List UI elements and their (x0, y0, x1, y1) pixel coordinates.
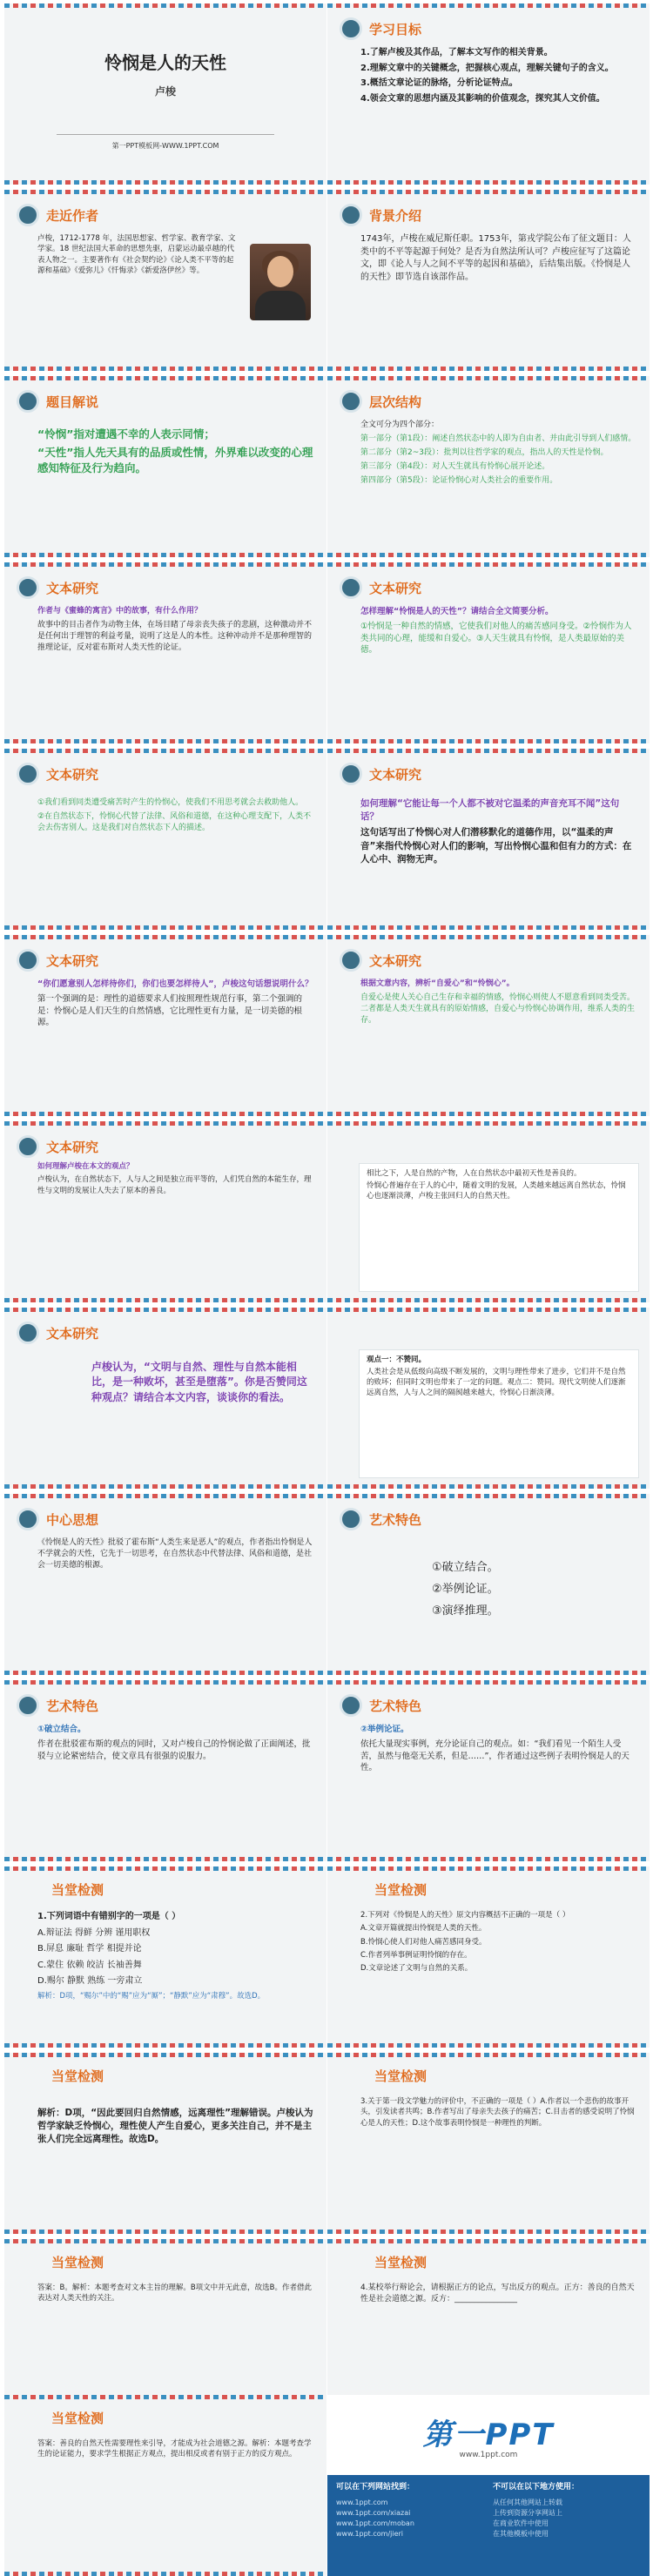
slide-feature-2[interactable] (327, 1680, 650, 1861)
center-text: 《怜悯是人的天性》批驳了霍布斯“人类生来是恶人”的观点，作者指出怜悯是人不学就会的天性，它先于一切思考，在自然状态中代替法律、风俗和道德，是社会一切美德的根源。 (37, 1538, 313, 1570)
answer-text: ①我们看到同类遭受痛苦时产生的怜悯心，使我们不用思考就会去救助他人。 (37, 798, 304, 807)
question-text: 2.下列对《怜悯是人的天性》原文内容概括不正确的一项是（ ） (360, 1911, 570, 1920)
slide-title: 文本研究 (46, 580, 99, 596)
cover-site: 第一PPT模板网-WWW.1PPT.COM (111, 142, 219, 150)
feature-text: 依托大量现实事例，充分论证自己的观点。如：“我们看见一个陌生人受苦，虽然与他毫无关系，但是……”，作者通过这些例子表明怜悯是人的天性。 (360, 1739, 629, 1773)
slide-study-10[interactable] (327, 1308, 650, 1489)
slide-title: 艺术特色 (46, 1698, 99, 1714)
answer-text: 这句话写出了怜悯心对人们潜移默化的道德作用，以“温柔的声音”来指代怜悯心对人们的影响，写出怜悯心温和但有力的方式：在人心中、润物无声。 (360, 827, 632, 864)
slide-title: 走近作者 (46, 207, 99, 224)
slide-features[interactable] (327, 1494, 650, 1675)
slide-title: 当堂检测 (374, 2255, 427, 2270)
feature-head: ②举例论证。 (360, 1725, 409, 1734)
option-c: C.作者列举事例证明怜悯的存在。 (360, 1950, 472, 1960)
slide-check-6[interactable] (327, 2239, 650, 2420)
structure-item: 第二部分（第2~3段）：批判以往哲学家的观点，指出人的天性是怜悯。 (360, 448, 609, 458)
question-text: 3.关于第一段文学魅力的评价中，不正确的一项是（ ）A.作者以一个悲伤的故事开头，引发读者共鸣；B.作者写出了母亲失去孩子的痛苦；C.目击者的感受说明了怜悯心是人的天性；D.这个故事表明怜悯是一种理性的判断。 (360, 2097, 635, 2128)
rule-item: 在商业软件中使用 (493, 2519, 549, 2527)
forbidden-column (493, 2482, 641, 2539)
question-text: 怎样理解“怜悯是人的天性”？请结合全文简要分析。 (360, 607, 554, 616)
question-text: 如何理解卢梭在本文的观点？ (37, 1162, 134, 1171)
slide-check-1[interactable] (4, 1866, 326, 2048)
slide-title: 当堂检测 (51, 1882, 104, 1898)
question-text: 4.某校举行辩论会，请根据正方的论点，写出反方的观点。正方：善良的自然天性是社会道德之源。反方：________________ (360, 2283, 635, 2304)
goal-item: 1.了解卢梭及其作品，了解本文写作的相关背景。 (360, 48, 553, 57)
slide-study-6[interactable] (327, 935, 650, 1116)
slide-check-4[interactable] (327, 2053, 650, 2234)
card-text: 观点一：不赞同。 (367, 1355, 427, 1364)
answer-text: 故事中的目击者作为动物主体，在场目睹了母亲丧失孩子的悲剧，这种激动并不是任何出于理智的利益考量，说明了这是人的本性。这种冲动并不是那种理智的推理论证，反对霍布斯对人类天性的论证。 (37, 621, 313, 653)
slide-study-5[interactable] (4, 935, 326, 1116)
answer-text: ①怜悯是一种自然的情感，它使我们对他人的痛苦感同身受。②怜悯作为人类共同的心理，能缓和自爱心。③人天生就具有怜悯，是人类最原始的美德。 (360, 621, 632, 656)
logo-banner (327, 2395, 650, 2475)
structure-item: 第一部分（第1段）：阐述自然状态中的人即为自由者、并由此引导到人们感情。 (360, 434, 636, 444)
badge-icon (17, 390, 39, 413)
rule-item: 上传到资源分享网站上 (493, 2508, 562, 2517)
rule-item: 从任何其他网站上转载 (493, 2498, 562, 2506)
site-link[interactable]: www.1ppt.com/jieri (336, 2529, 404, 2538)
structure-item: 第三部分（第4段）：对人天生就具有怜悯心展开论述。 (360, 462, 550, 472)
feature-head: ①破立结合。 (37, 1725, 86, 1734)
site-link[interactable]: www.1ppt.com (336, 2498, 388, 2506)
badge-icon (340, 576, 362, 599)
slide-author[interactable] (4, 190, 326, 371)
badge-icon (340, 949, 362, 972)
slide-study-8[interactable] (327, 1121, 650, 1302)
slide-check-2[interactable] (327, 1866, 650, 2048)
answer-text: 解析：D项，“赐尔”中的“赐”应为“厮”；“静默”应为“肃穆”。故选D。 (37, 1991, 266, 2001)
question-text: 1.下列词语中有错别字的一项是（ ） (37, 1912, 181, 1921)
answer-text: 自爱心是使人关心自己生存和幸福的情感，怜悯心则使人不愿意看到同类受苦。二者都是人类天生就具有的原始情感，自爱心与怜悯心协调作用，维系人类的生存。 (360, 993, 636, 1026)
site-link[interactable]: www.1ppt.com/xiazai (336, 2508, 411, 2517)
goal-item: 2.理解文章中的关键概念，把握核心观点，理解关键句子的含义。 (360, 63, 614, 73)
slide-check-3[interactable] (4, 2053, 326, 2234)
question-text: 作者与《蜜蜂的寓言》中的故事，有什么作用？ (37, 607, 203, 615)
question-text: 卢梭认为，“文明与自然、理性与自然本能相比，是一种败坏，甚至是堕落”。你是否赞同这种观点？请结合本文内容，谈谈你的看法。 (91, 1361, 307, 1403)
slide-title: 背景介绍 (369, 207, 422, 224)
answer-text: ②在自然状态下，怜悯心代替了法律、风俗和道德，在这种心理支配下，人类不会去伤害别人。这是我们对自然状态下人的描述。 (37, 812, 312, 833)
background-text: 1743年，卢梭在威尼斯任职。1753年，第戎学院公布了征文题目：人类中的不平等起源于何处？是否为自然法所认可？卢梭应征写了这篇论文，即《论人与人之间不平等的起因和基础》，后结集出版。《怜悯是人的天性》即节选自该部作品。 (360, 234, 631, 282)
option-c: C.蒙住 依赖 皎洁 长袖善舞 (37, 1960, 142, 1970)
cover-title: 怜悯是人的天性 (104, 52, 226, 73)
question-text: 如何理解“它能让每一个人都不被对它温柔的声音充耳不闻”这句话？ (360, 798, 620, 823)
slide-title: 文本研究 (46, 1325, 99, 1342)
answer-text: 卢梭认为，在自然状态下，人与人之间是独立而平等的，人们凭自然的本能生存，理性与文明的发展让人失去了原本的善良。 (37, 1175, 312, 1195)
option-b: B.怜悯心使人们对他人痛苦感同身受。 (360, 1937, 487, 1947)
option-b: B.屏息 廉耻 哲学 相提并论 (37, 1944, 142, 1954)
slide-title: 当堂检测 (51, 2411, 104, 2426)
slide-title: 艺术特色 (369, 1511, 422, 1528)
badge-icon (17, 1694, 39, 1717)
answer-text: 第一个强调的是：理性的道德要求人们按照理性规范行事，第二个强调的是：怜悯心是人们天生的自然情感，它比理性更有力量，是一切美德的根源。 (37, 993, 303, 1028)
question-text: 根据文意内容，辨析“自爱心”和“怜悯心”。 (360, 979, 515, 988)
site-domain: www.1ppt.com (459, 2451, 518, 2459)
text-card (359, 1349, 639, 1478)
slide-title: 当堂检测 (374, 2068, 427, 2084)
slide-title: 中心思想 (46, 1511, 99, 1528)
explain-line-2: “天性”指人先天具有的品质或性情，外界难以改变的心理感知特征及行为趋向。 (37, 446, 313, 475)
forbidden-title: 不可以在以下地方使用： (493, 2483, 580, 2492)
feature-item: ③演绎推理。 (432, 1604, 499, 1618)
footer-panel (327, 2475, 650, 2576)
slide-check-5[interactable] (4, 2239, 326, 2420)
author-text: 卢梭，1712-1778 年，法国思想家、哲学家、教育学家、文学家。18 世纪法国大革命的思想先驱，启蒙运动最卓越的代表人物之一。主要著作有《社会契约论》《论人类不平等的起源和基础》《爱弥儿》《忏悔录》《新爱洛伊丝》等。 (37, 234, 236, 275)
badge-icon (17, 949, 39, 972)
slide-background[interactable] (327, 190, 650, 371)
slide-study-1[interactable] (4, 562, 326, 743)
card-text: 人类社会是从低级向高级不断发展的，文明与理性带来了进步，它们并不是自然的败坏；但同时文明也带来了一定的问题。观点二：赞同。现代文明使人们逐渐远离自然，人与人之间的隔阂越来越大，怜悯心日渐淡薄。 (367, 1367, 626, 1397)
option-a: A.文章开篇就提出怜悯是人类的天性。 (360, 1924, 487, 1934)
badge-icon (17, 1135, 39, 1158)
portrait-image (250, 244, 311, 320)
text-card (359, 1163, 639, 1292)
answer-text: 答案：B。解析：本题考查对文本主旨的理解。B项文中并无此意，故选B。作者借此表达对人类天性的关注。 (37, 2283, 312, 2304)
cover-author: 卢梭 (154, 85, 176, 98)
slide-title: 当堂检测 (51, 2068, 104, 2084)
badge-icon (17, 1508, 39, 1530)
badge-icon (340, 763, 362, 785)
divider (57, 134, 274, 135)
structure-intro: 全文可分为四个部分： (360, 420, 440, 429)
allowed-column (336, 2482, 484, 2539)
slide-goals[interactable] (327, 3, 650, 185)
feature-item: ①破立结合。 (432, 1561, 499, 1574)
badge-icon (340, 1694, 362, 1717)
slide-title: 学习目标 (369, 21, 422, 37)
structure-item: 第四部分（第5段）：论证怜悯心对人类社会的重要作用。 (360, 476, 558, 486)
feature-text: 作者在批驳霍布斯的观点的同时，又对卢梭自己的怜悯论做了正面阐述，批驳与立论紧密结合，使文章具有很强的说服力。 (37, 1739, 311, 1761)
answer-text: 解析：D项，“因此要回归自然情感，远离理性”理解错误。卢梭认为哲学家缺乏怜悯心，理性使人产生自爱心，更多关注自己，并不是主张人们完全远离理性。故选D。 (37, 2108, 313, 2145)
badge-icon (17, 204, 39, 226)
slide-center[interactable] (4, 1494, 326, 1675)
slide-title: 艺术特色 (369, 1698, 422, 1714)
card-text: 相比之下，人是自然的产物，人在自然状态中最初天性是善良的。 (367, 1169, 582, 1178)
badge-icon (340, 1508, 362, 1530)
slide-title: 当堂检测 (51, 2255, 104, 2270)
badge-icon (340, 17, 362, 40)
site-link[interactable]: www.1ppt.com/moban (336, 2519, 414, 2527)
slide-title: 文本研究 (46, 766, 99, 783)
badge-icon (17, 1322, 39, 1344)
card-text: 怜悯心普遍存在于人的心中，随着文明的发展，人类越来越远离自然状态，怜悯心也逐渐淡薄，卢梭主张回归人的自然天性。 (367, 1180, 626, 1201)
slide-feature-1[interactable] (4, 1680, 326, 1861)
slide-study-3[interactable] (4, 749, 326, 930)
goal-item: 3.概括文章论证的脉络，分析论证特点。 (360, 78, 518, 88)
slide-title: 当堂检测 (374, 1882, 427, 1898)
question-text: “你们愿意别人怎样待你们，你们也要怎样待人”，卢梭这句话想说明什么？ (37, 979, 313, 989)
slide-study-7[interactable] (4, 1121, 326, 1302)
slide-title: 文本研究 (369, 766, 422, 783)
slide-title: 文本研究 (46, 1139, 99, 1155)
slide-structure[interactable] (327, 376, 650, 557)
option-d: D.文章论述了文明与自然的关系。 (360, 1964, 473, 1974)
slide-footer[interactable] (327, 2395, 650, 2576)
allowed-title: 可以在下列网站找到： (336, 2483, 415, 2492)
badge-icon (17, 763, 39, 785)
slide-title: 文本研究 (369, 952, 422, 969)
slide-title: 文本研究 (369, 580, 422, 596)
option-d: D.赐尔 静默 熟练 一旁肃立 (37, 1976, 143, 1986)
slide-title: 文本研究 (46, 952, 99, 969)
option-a: A.辩证法 得鲜 分辨 谨用职权 (37, 1927, 151, 1938)
badge-icon (340, 204, 362, 226)
slide-study-2[interactable] (327, 562, 650, 743)
slide-study-4[interactable] (327, 749, 650, 930)
slide-study-9[interactable] (4, 1308, 326, 1489)
explain-line-1: “怜悯”指对遭遇不幸的人表示同情； (37, 427, 215, 441)
slide-title-explain[interactable] (4, 376, 326, 557)
slide-title: 题目解说 (46, 393, 99, 410)
site-logo: 第一PPT (422, 2418, 555, 2452)
badge-icon (340, 390, 362, 413)
rule-item: 在其他模板中使用 (493, 2529, 549, 2538)
cover-slide[interactable] (4, 3, 326, 185)
slide-check-7[interactable] (4, 2395, 326, 2576)
badge-icon (17, 576, 39, 599)
answer-text: 答案：善良的自然天性需要理性来引导，才能成为社会道德之源。解析：本题考查学生的论证能力，要求学生根据正方观点，提出相反或者有别于正方的反方观点。 (37, 2439, 312, 2459)
slide-title: 层次结构 (369, 393, 422, 410)
goal-item: 4.领会文章的思想内涵及其影响的价值观念，探究其人文价值。 (360, 93, 605, 104)
feature-item: ②举例论证。 (432, 1583, 499, 1597)
